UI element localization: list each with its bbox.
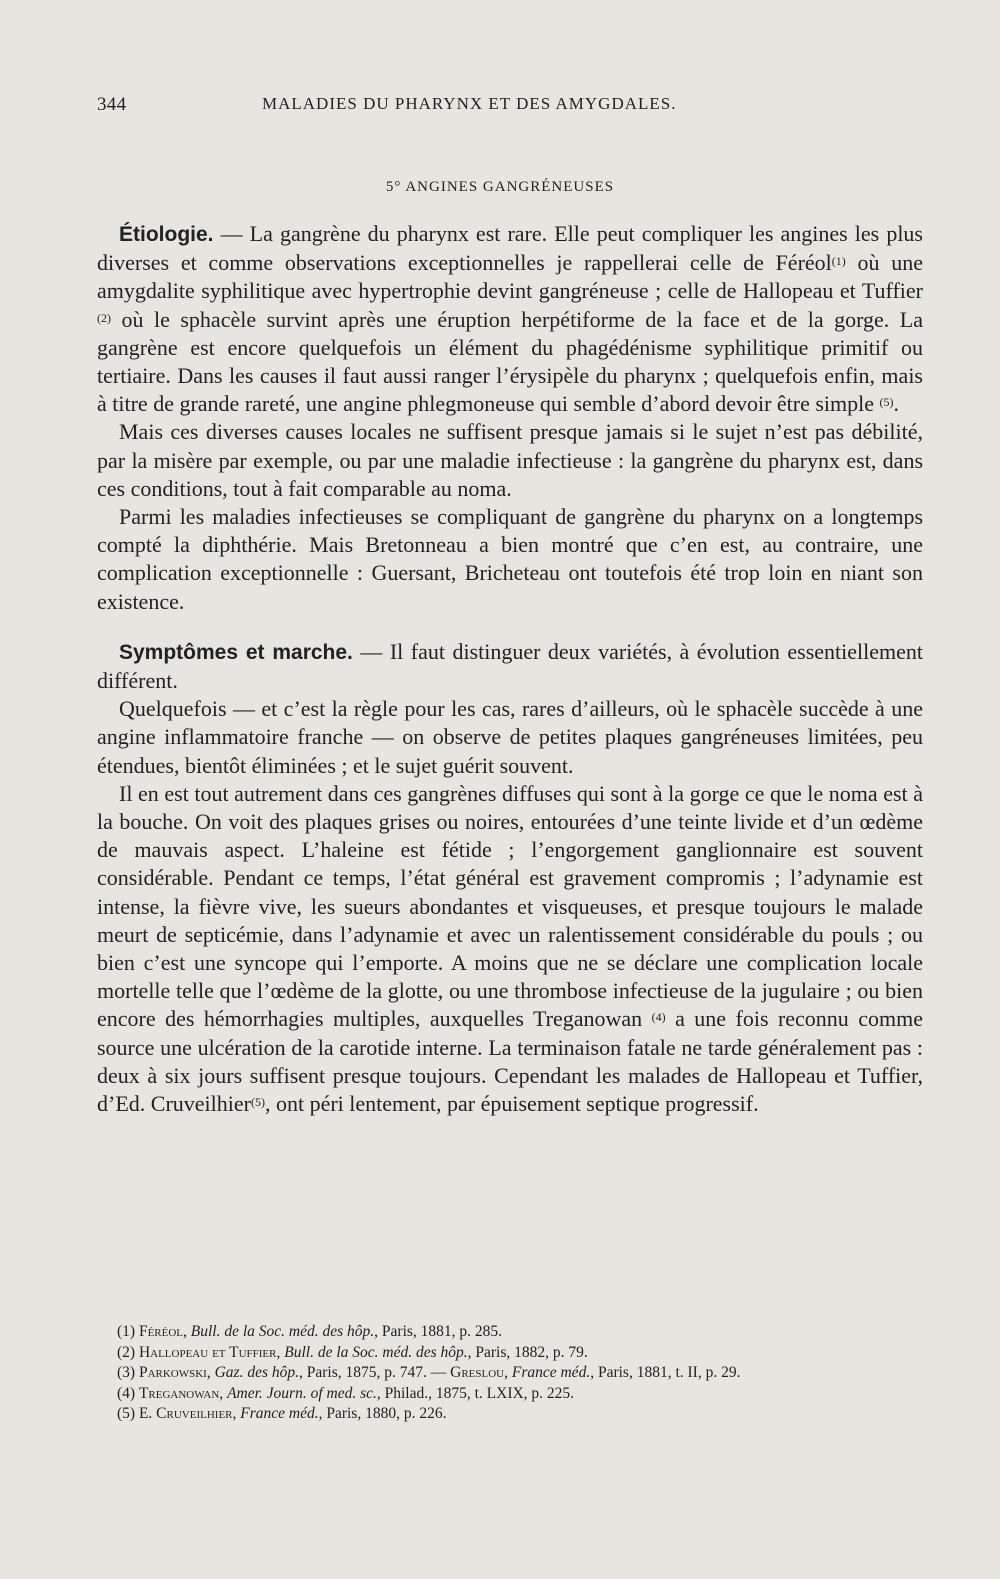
footnote-number: (5)	[117, 1405, 136, 1422]
footnote-author: E. Cruveilhier,	[138, 1405, 237, 1422]
footnotes	[97, 1322, 923, 1425]
footnote	[97, 1384, 923, 1405]
text-run: Il en est tout autrement dans ces gangrènes diffuses qui sont à la gorge ce que le noma est à la bouche. On voit des plaques grises ou noires, entourées d’une teinte livide et d’un œdème de mauvais aspect. L’haleine est fétide ; l’engorgement ganglionnaire est souvent considérable. Pendant ce temps, l’état général est gravement compromis ; l’adynamie est intense, la fièvre vive, les sueurs abondantes et visqueuses, et presque toujours le malade meurt de septicémie, dans l’adynamie et avec un ralentissement considérable du pouls ; ou bien c’est une syncope qui l’emporte. A moins que ne se déclare une complication locale mortelle telle que l’œdème de la glotte, ou une thrombose infectieuse de la jugulaire ; ou bien encore des hémorrhagies multiples, auxquelles Treganowan	[97, 780, 923, 1032]
symptomes-heading: Symptômes et marche.	[119, 640, 353, 664]
footnote-details: , Paris, 1880, p. 226.	[318, 1405, 447, 1422]
text-run: a une fois reconnu comme source une ulcération de la carotide interne. La terminaison fatale ne tarde généralement pas : deux à six jours suffisent presque toujours. Cependant les malades de Hallopeau et Tuffier, d’Ed. Cruveilhier	[97, 1006, 924, 1117]
footnote-journal: France méd.	[511, 1364, 591, 1381]
footnote-ref-2: (2)	[97, 310, 111, 325]
footnote-number: (3)	[117, 1364, 136, 1381]
footnote-ref-3: (5)	[879, 395, 894, 410]
footnote	[97, 1404, 923, 1425]
text-run: où une amygdalite syphilitique avec hypertrophie devint gangréneuse ; celle de Hallopeau et Tuffier	[97, 250, 924, 304]
footnote-number: (1)	[117, 1323, 136, 1340]
footnote-journal: Bull. de la Soc. méd. des hôp.	[284, 1343, 468, 1361]
body-text	[97, 220, 923, 1118]
paragraph: Quelquefois — et c’est la règle pour les cas, rares d’ailleurs, où le sphacèle succède à une angine inflammatoire franche — on observe de petites plaques gangréneuses limitées, peu étendues, bientôt éliminées ; et le sujet guérit souvent.	[97, 696, 923, 778]
footnote-details: , Philad., 1875, t. LXIX, p. 225.	[376, 1384, 575, 1402]
footnote	[97, 1363, 923, 1384]
footnote-details: , Paris, 1875, p. 747. —	[299, 1364, 451, 1381]
footnote-author: Treganowan,	[138, 1384, 224, 1402]
footnote-ref-4: (4)	[651, 1010, 666, 1025]
text-run: — Il faut distinguer deux variétés, à évolution essentiellement différent.	[97, 638, 923, 694]
section-heading: 5° ANGINES GANGRÉNEUSES	[385, 179, 615, 195]
paragraph-etiologie	[97, 220, 923, 418]
footnote-details: , Paris, 1882, p. 79.	[467, 1343, 588, 1361]
text-run: — La gangrène du pharynx est rare. Elle peut compliquer les angines les plus diverses et comme observations exceptionnelles je rappellerai celle de Féréol	[97, 221, 923, 276]
text-run: .	[893, 391, 900, 417]
footnote-author: Greslou,	[450, 1364, 508, 1381]
footnote-journal: Gaz. des hôp.	[214, 1364, 299, 1381]
footnote-author: Hallopeau et Tuffier,	[138, 1343, 281, 1361]
footnote-journal: France méd.	[240, 1405, 319, 1422]
footnote-ref-1: (1)	[831, 254, 846, 269]
paragraph-symptomes	[97, 638, 923, 695]
footnote-number: (4)	[117, 1384, 136, 1402]
text-run: où le sphacèle survint après une éruption herpétiforme de la face et de la gorge. La gangrène est encore quelquefois un élément du phagédénisme syphilitique primitif ou tertiaire. Dans les causes il faut aussi ranger l’érysipèle du pharynx ; quelquefois enfin, mais à titre de grande rareté, une angine phlegmoneuse qui semble d’abord devoir être simple	[97, 306, 923, 417]
footnote-author: Parkowski,	[138, 1364, 211, 1381]
footnote	[97, 1322, 923, 1343]
footnote	[97, 1343, 923, 1364]
etiologie-heading: Étiologie.	[119, 223, 214, 246]
page-number: 344	[97, 94, 127, 115]
text-run: , ont péri lentement, par épuisement septique progressif.	[264, 1091, 759, 1117]
footnote-number: (2)	[117, 1343, 136, 1361]
paragraph	[97, 780, 923, 1118]
footnote-details: , Paris, 1881, p. 285.	[374, 1323, 503, 1340]
footnote-ref-5: (5)	[250, 1095, 265, 1110]
footnote-details: , Paris, 1881, t. II, p. 29.	[590, 1364, 741, 1381]
running-title: MALADIES DU PHARYNX ET DES AMYGDALES.	[262, 94, 677, 113]
footnote-journal: Bull. de la Soc. méd. des hôp.	[190, 1323, 375, 1340]
footnote-journal: Amer. Journ. of med. sc.	[227, 1384, 377, 1402]
paragraph: Mais ces diverses causes locales ne suffisent presque jamais si le sujet n’est pas débilité, par la misère par exemple, ou par une maladie infectieuse : la gangrène du pharynx est, dans ces conditions, tout à fait comparable au noma.	[97, 419, 923, 501]
footnote-author: Féréol,	[138, 1323, 187, 1340]
paragraph: Parmi les maladies infectieuses se compliquant de gangrène du pharynx on a longtemps compté la diphthérie. Mais Bretonneau a bien montré que c’en est, au contraire, une complication exceptionnelle : Guersant, Bricheteau ont toutefois été trop loin en niant son existence.	[97, 504, 923, 614]
